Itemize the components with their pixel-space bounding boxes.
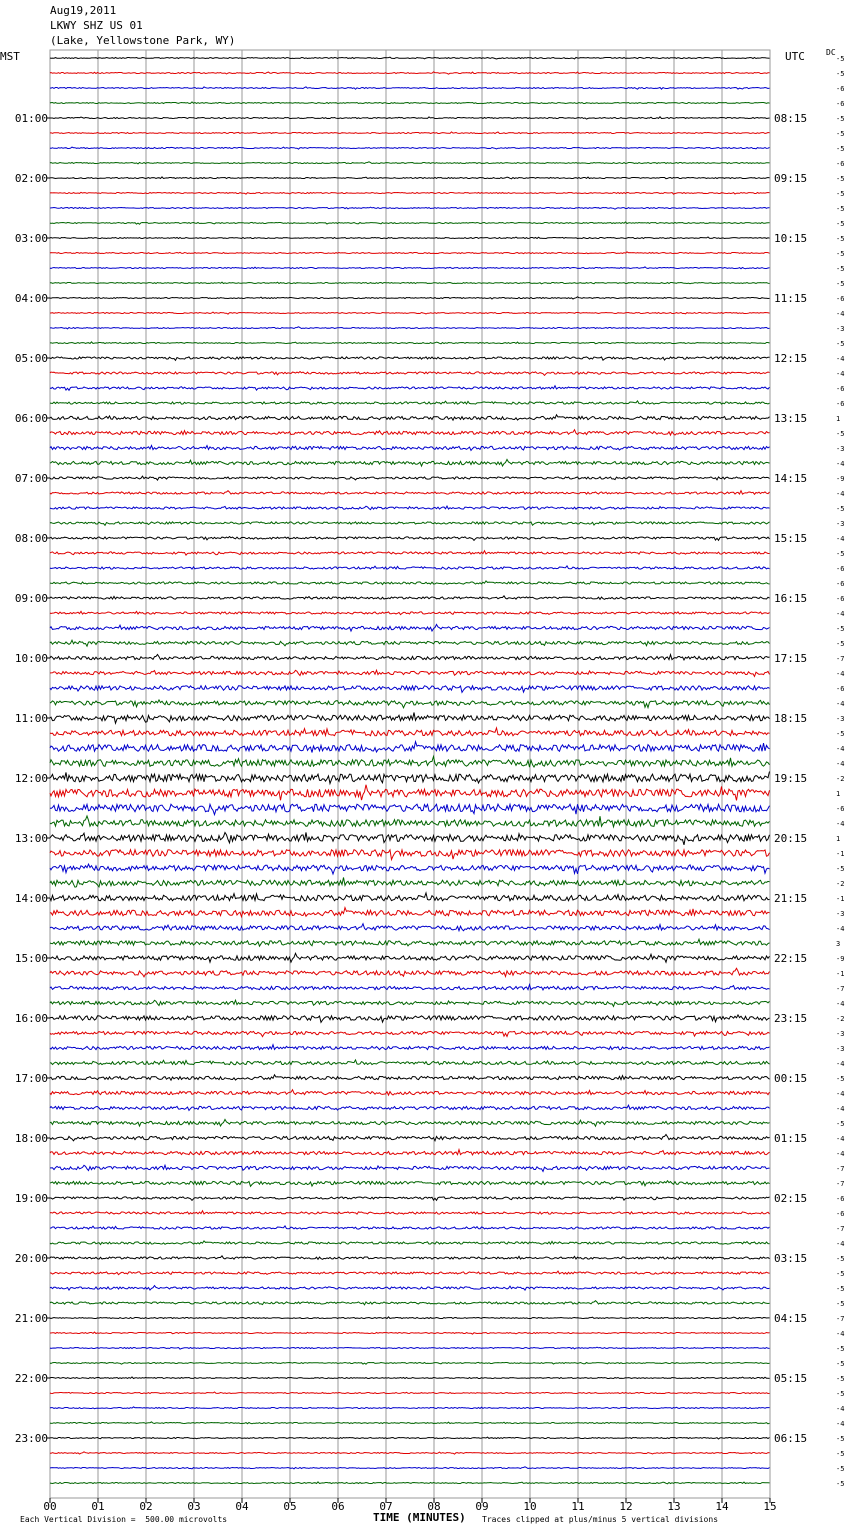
dc-offset-label: -5 bbox=[836, 550, 845, 558]
dc-offset-label: -5 bbox=[836, 115, 845, 123]
seismic-trace bbox=[50, 476, 770, 480]
header-date: Aug19,2011 bbox=[50, 4, 117, 17]
seismic-trace bbox=[50, 1031, 770, 1037]
right-hour-label: 17:15 bbox=[774, 652, 808, 665]
dc-offset-label: -4 bbox=[836, 490, 845, 498]
right-hour-label: 09:15 bbox=[774, 172, 808, 185]
dc-offset-label: -4 bbox=[836, 1135, 845, 1143]
seismic-trace bbox=[50, 1045, 770, 1050]
dc-offset-label: -5 bbox=[836, 1435, 845, 1443]
seismic-trace bbox=[50, 57, 770, 59]
left-hour-label: 19:00 bbox=[14, 1192, 48, 1205]
seismic-trace bbox=[50, 772, 770, 784]
right-hour-label: 18:15 bbox=[774, 712, 808, 725]
header-station: LKWY SHZ US 01 bbox=[50, 19, 143, 32]
seismic-trace bbox=[50, 1075, 770, 1080]
x-tick-label: 12 bbox=[619, 1500, 633, 1513]
seismic-trace bbox=[50, 624, 770, 631]
dc-offset-label: -6 bbox=[836, 1195, 845, 1203]
seismic-trace bbox=[50, 537, 770, 541]
dc-offset-label: -5 bbox=[836, 340, 845, 348]
seismic-trace bbox=[50, 1467, 770, 1469]
dc-offset-label: -4 bbox=[836, 310, 845, 318]
right-hour-label: 05:15 bbox=[774, 1372, 808, 1385]
seismic-trace bbox=[50, 1317, 770, 1319]
dc-offset-label: -3 bbox=[836, 1030, 845, 1038]
seismic-trace bbox=[50, 357, 770, 360]
dc-offset-label: -5 bbox=[836, 1270, 845, 1278]
seismic-trace bbox=[50, 147, 770, 149]
seismic-trace bbox=[50, 372, 770, 376]
left-hour-label: 14:00 bbox=[14, 892, 48, 905]
seismic-trace bbox=[50, 864, 770, 874]
seismic-trace bbox=[50, 832, 770, 845]
right-hour-label: 00:15 bbox=[774, 1072, 808, 1085]
dc-offset-label: -5 bbox=[836, 625, 845, 633]
dc-offset-label: -5 bbox=[836, 1345, 845, 1353]
dc-offset-label: -5 bbox=[836, 265, 845, 273]
seismic-trace bbox=[50, 816, 770, 827]
seismic-trace bbox=[50, 1422, 770, 1424]
seismic-trace bbox=[50, 700, 770, 708]
dc-offset-label: -5 bbox=[836, 250, 845, 258]
seismic-trace bbox=[50, 850, 770, 860]
seismic-trace bbox=[50, 728, 770, 736]
left-hour-label: 17:00 bbox=[14, 1072, 48, 1085]
left-hour-label: 11:00 bbox=[14, 712, 48, 725]
x-tick-label: 06 bbox=[331, 1500, 345, 1513]
dc-offset-label: -6 bbox=[836, 100, 845, 108]
seismic-trace bbox=[50, 282, 770, 284]
seismic-trace bbox=[50, 252, 770, 254]
dc-offset-label: -4 bbox=[836, 1105, 845, 1113]
dc-offset-label: -5 bbox=[836, 235, 845, 243]
dc-offset-label: -9 bbox=[836, 475, 845, 483]
x-tick-label: 03 bbox=[187, 1500, 201, 1513]
dc-offset-label: -3 bbox=[836, 1045, 845, 1053]
dc-offset-label: -4 bbox=[836, 760, 845, 768]
seismic-trace bbox=[50, 207, 770, 209]
dc-offset-label: -4 bbox=[836, 700, 845, 708]
seismic-trace bbox=[50, 1362, 770, 1364]
dc-offset-label: -6 bbox=[836, 295, 845, 303]
seismic-trace bbox=[50, 459, 770, 466]
dc-offset-label: -4 bbox=[836, 1150, 845, 1158]
seismic-trace bbox=[50, 985, 770, 990]
left-hour-label: 21:00 bbox=[14, 1312, 48, 1325]
x-tick-label: 14 bbox=[715, 1500, 729, 1513]
dc-offset-label: -6 bbox=[836, 685, 845, 693]
seismic-trace bbox=[50, 551, 770, 555]
seismic-trace bbox=[50, 430, 770, 435]
dc-offset-label: -2 bbox=[836, 1015, 845, 1023]
dc-offset-label: -5 bbox=[836, 430, 845, 438]
x-tick-label: 07 bbox=[379, 1500, 393, 1513]
dc-offset-label: -6 bbox=[836, 1210, 845, 1218]
dc-offset-label: -3 bbox=[836, 445, 845, 453]
seismic-trace bbox=[50, 1301, 770, 1305]
x-tick-label: 15 bbox=[763, 1500, 777, 1513]
x-tick-label: 13 bbox=[667, 1500, 681, 1513]
dc-offset-label: -5 bbox=[836, 1300, 845, 1308]
seismic-trace bbox=[50, 297, 770, 299]
seismic-trace bbox=[50, 878, 770, 888]
dc-offset-label: -7 bbox=[836, 1225, 845, 1233]
dc-offset-label: 3 bbox=[836, 940, 841, 948]
dc-offset-label: -4 bbox=[836, 1405, 845, 1413]
seismic-trace bbox=[50, 939, 770, 946]
seismic-trace bbox=[50, 1150, 770, 1155]
left-hour-label: 03:00 bbox=[14, 232, 48, 245]
right-hour-label: 16:15 bbox=[774, 592, 808, 605]
left-hour-label: 22:00 bbox=[14, 1372, 48, 1385]
dc-offset-label: -6 bbox=[836, 805, 845, 813]
seismic-trace bbox=[50, 785, 770, 801]
seismic-trace bbox=[50, 1226, 770, 1229]
right-hour-label: 23:15 bbox=[774, 1012, 808, 1025]
x-tick-label: 09 bbox=[475, 1500, 489, 1513]
dc-offset-label: -4 bbox=[836, 370, 845, 378]
seismic-trace bbox=[50, 1211, 770, 1214]
x-tick-label: 11 bbox=[571, 1500, 585, 1513]
dc-offset-label: -6 bbox=[836, 565, 845, 573]
left-hour-label: 10:00 bbox=[14, 652, 48, 665]
seismic-trace bbox=[50, 1286, 770, 1291]
seismic-trace bbox=[50, 742, 770, 753]
seismic-trace bbox=[50, 1105, 770, 1110]
seismic-trace bbox=[50, 117, 770, 119]
dc-offset-label: -4 bbox=[836, 535, 845, 543]
dc-offset-label: -4 bbox=[836, 1240, 845, 1248]
seismic-trace bbox=[50, 1241, 770, 1245]
dc-offset-label: -5 bbox=[836, 1390, 845, 1398]
left-hour-label: 18:00 bbox=[14, 1132, 48, 1145]
left-hour-label: 02:00 bbox=[14, 172, 48, 185]
dc-offset-label: -4 bbox=[836, 925, 845, 933]
seismic-trace bbox=[50, 1256, 770, 1260]
dc-offset-label: -5 bbox=[836, 190, 845, 198]
dc-offset-label: -1 bbox=[836, 850, 845, 858]
dc-offset-label: -4 bbox=[836, 745, 845, 753]
seismic-trace bbox=[50, 804, 770, 814]
right-hour-label: 06:15 bbox=[774, 1432, 808, 1445]
seismic-trace bbox=[50, 581, 770, 585]
right-hour-label: 10:15 bbox=[774, 232, 808, 245]
dc-offset-label: -4 bbox=[836, 670, 845, 678]
dc-offset-label: -5 bbox=[836, 1480, 845, 1488]
dc-offset-label: -7 bbox=[836, 1315, 845, 1323]
seismic-trace bbox=[50, 968, 770, 977]
dc-offset-label: -1 bbox=[836, 970, 845, 978]
dc-offset-label: -2 bbox=[836, 775, 845, 783]
right-hour-label: 02:15 bbox=[774, 1192, 808, 1205]
dc-offset-label: -5 bbox=[836, 640, 845, 648]
seismic-trace bbox=[50, 132, 770, 134]
seismic-trace bbox=[50, 1197, 770, 1201]
right-hour-label: 21:15 bbox=[774, 892, 808, 905]
seismic-trace bbox=[50, 953, 770, 962]
seismic-trace bbox=[50, 924, 770, 931]
seismic-trace bbox=[50, 713, 770, 724]
seismic-trace bbox=[50, 686, 770, 693]
right-hour-label: 22:15 bbox=[774, 952, 808, 965]
dc-label: DC bbox=[826, 48, 836, 57]
left-timezone-label: MST bbox=[0, 50, 20, 63]
dc-offset-label: -6 bbox=[836, 400, 845, 408]
seismic-trace bbox=[50, 72, 770, 74]
seismic-trace bbox=[50, 1181, 770, 1187]
seismic-trace bbox=[50, 312, 770, 314]
seismic-trace bbox=[50, 757, 770, 768]
dc-offset-label: -4 bbox=[836, 1330, 845, 1338]
dc-offset-label: -6 bbox=[836, 385, 845, 393]
seismic-trace bbox=[50, 1392, 770, 1394]
right-timezone-label: UTC bbox=[785, 50, 805, 63]
seismic-trace bbox=[50, 237, 770, 239]
dc-offset-label: -5 bbox=[836, 1375, 845, 1383]
dc-offset-label: -5 bbox=[836, 865, 845, 873]
right-hour-label: 13:15 bbox=[774, 412, 808, 425]
dc-offset-label: 1 bbox=[836, 835, 841, 843]
right-hour-label: 01:15 bbox=[774, 1132, 808, 1145]
x-tick-label: 02 bbox=[139, 1500, 153, 1513]
dc-offset-label: -3 bbox=[836, 520, 845, 528]
right-hour-label: 14:15 bbox=[774, 472, 808, 485]
left-hour-label: 12:00 bbox=[14, 772, 48, 785]
left-hour-label: 13:00 bbox=[14, 832, 48, 845]
x-tick-label: 00 bbox=[43, 1500, 57, 1513]
seismic-trace bbox=[50, 192, 770, 194]
dc-offset-label: -7 bbox=[836, 1180, 845, 1188]
dc-offset-label: -3 bbox=[836, 715, 845, 723]
dc-offset-label: -6 bbox=[836, 580, 845, 588]
header-location: (Lake, Yellowstone Park, WY) bbox=[50, 34, 236, 47]
seismic-trace bbox=[50, 102, 770, 104]
left-hour-label: 15:00 bbox=[14, 952, 48, 965]
seismic-trace bbox=[50, 327, 770, 329]
seismic-trace bbox=[50, 908, 770, 917]
dc-offset-label: -4 bbox=[836, 355, 845, 363]
right-hour-label: 08:15 bbox=[774, 112, 808, 125]
seismic-trace bbox=[50, 1060, 770, 1065]
dc-offset-label: -6 bbox=[836, 85, 845, 93]
dc-offset-label: -3 bbox=[836, 325, 845, 333]
seismic-trace bbox=[50, 611, 770, 614]
x-tick-label: 10 bbox=[523, 1500, 537, 1513]
dc-offset-label: -6 bbox=[836, 160, 845, 168]
seismic-trace bbox=[50, 446, 770, 451]
seismic-trace bbox=[50, 162, 770, 164]
dc-offset-label: -5 bbox=[836, 145, 845, 153]
seismic-trace bbox=[50, 1437, 770, 1439]
left-hour-label: 23:00 bbox=[14, 1432, 48, 1445]
dc-offset-label: -5 bbox=[836, 730, 845, 738]
scale-note: Each Vertical Division = 500.00 microvolts bbox=[20, 1515, 228, 1524]
seismic-trace bbox=[50, 491, 770, 495]
x-tick-label: 08 bbox=[427, 1500, 441, 1513]
seismic-trace bbox=[50, 1165, 770, 1171]
dc-offset-label: -9 bbox=[836, 955, 845, 963]
left-hour-label: 05:00 bbox=[14, 352, 48, 365]
right-hour-label: 20:15 bbox=[774, 832, 808, 845]
dc-offset-label: 1 bbox=[836, 790, 841, 798]
seismic-trace bbox=[50, 401, 770, 404]
seismic-trace bbox=[50, 87, 770, 89]
left-hour-label: 06:00 bbox=[14, 412, 48, 425]
left-hour-label: 16:00 bbox=[14, 1012, 48, 1025]
left-hour-label: 04:00 bbox=[14, 292, 48, 305]
left-hour-label: 08:00 bbox=[14, 532, 48, 545]
seismic-trace bbox=[50, 893, 770, 901]
dc-offset-label: -5 bbox=[836, 1465, 845, 1473]
dc-offset-label: -4 bbox=[836, 1000, 845, 1008]
dc-offset-label: -4 bbox=[836, 460, 845, 468]
seismic-trace bbox=[50, 177, 770, 179]
x-axis-title: TIME (MINUTES) bbox=[373, 1511, 466, 1524]
dc-offset-label: -5 bbox=[836, 220, 845, 228]
seismic-trace bbox=[50, 1407, 770, 1409]
right-hour-label: 15:15 bbox=[774, 532, 808, 545]
x-tick-label: 05 bbox=[283, 1500, 297, 1513]
left-hour-label: 09:00 bbox=[14, 592, 48, 605]
right-hour-label: 04:15 bbox=[774, 1312, 808, 1325]
dc-offset-label: -5 bbox=[836, 205, 845, 213]
seismic-trace bbox=[50, 655, 770, 660]
dc-offset-label: -7 bbox=[836, 985, 845, 993]
dc-offset-label: -5 bbox=[836, 70, 845, 78]
right-hour-label: 03:15 bbox=[774, 1252, 808, 1265]
seismic-trace bbox=[50, 1090, 770, 1095]
dc-offset-label: -1 bbox=[836, 895, 845, 903]
x-tick-label: 01 bbox=[91, 1500, 105, 1513]
dc-offset-label: -5 bbox=[836, 1285, 845, 1293]
seismic-trace bbox=[50, 506, 770, 510]
clip-note: Traces clipped at plus/minus 5 vertical divisions bbox=[482, 1515, 719, 1524]
seismic-trace bbox=[50, 566, 770, 569]
seismic-trace bbox=[50, 670, 770, 676]
seismic-trace bbox=[50, 342, 770, 344]
dc-offset-label: -5 bbox=[836, 280, 845, 288]
dc-offset-label: -7 bbox=[836, 655, 845, 663]
left-hour-label: 01:00 bbox=[14, 112, 48, 125]
seismic-trace bbox=[50, 267, 770, 269]
seismic-trace bbox=[50, 522, 770, 525]
dc-offset-label: -2 bbox=[836, 880, 845, 888]
seismic-trace bbox=[50, 640, 770, 646]
dc-offset-label: -3 bbox=[836, 910, 845, 918]
left-hour-label: 07:00 bbox=[14, 472, 48, 485]
dc-offset-label: -4 bbox=[836, 820, 845, 828]
dc-offset-label: -5 bbox=[836, 505, 845, 513]
seismic-trace bbox=[50, 1135, 770, 1141]
seismic-trace bbox=[50, 415, 770, 420]
dc-offset-label: -4 bbox=[836, 1420, 845, 1428]
dc-offset-label: -4 bbox=[836, 610, 845, 618]
seismic-trace bbox=[50, 1015, 770, 1023]
seismic-trace bbox=[50, 1000, 770, 1006]
seismic-trace bbox=[50, 222, 770, 224]
dc-offset-label: -5 bbox=[836, 1075, 845, 1083]
dc-offset-label: 1 bbox=[836, 415, 841, 423]
x-tick-label: 04 bbox=[235, 1500, 249, 1513]
seismic-trace bbox=[50, 1271, 770, 1275]
seismic-trace bbox=[50, 1452, 770, 1454]
dc-offset-label: -5 bbox=[836, 55, 845, 63]
seismic-trace bbox=[50, 386, 770, 391]
dc-offset-label: -6 bbox=[836, 595, 845, 603]
seismic-trace bbox=[50, 596, 770, 600]
seismic-trace bbox=[50, 1119, 770, 1126]
right-hour-label: 11:15 bbox=[774, 292, 808, 305]
seismic-trace bbox=[50, 1482, 770, 1484]
right-hour-label: 19:15 bbox=[774, 772, 808, 785]
seismic-trace bbox=[50, 1347, 770, 1349]
dc-offset-label: -5 bbox=[836, 1120, 845, 1128]
dc-offset-label: -5 bbox=[836, 1255, 845, 1263]
dc-offset-label: -5 bbox=[836, 1450, 845, 1458]
dc-offset-label: -4 bbox=[836, 1090, 845, 1098]
seismic-trace bbox=[50, 1332, 770, 1334]
dc-offset-label: -5 bbox=[836, 175, 845, 183]
dc-offset-label: -5 bbox=[836, 130, 845, 138]
seismic-trace bbox=[50, 1377, 770, 1379]
right-hour-label: 12:15 bbox=[774, 352, 808, 365]
dc-offset-label: -5 bbox=[836, 1360, 845, 1368]
left-hour-label: 20:00 bbox=[14, 1252, 48, 1265]
dc-offset-label: -4 bbox=[836, 1060, 845, 1068]
dc-offset-label: -7 bbox=[836, 1165, 845, 1173]
